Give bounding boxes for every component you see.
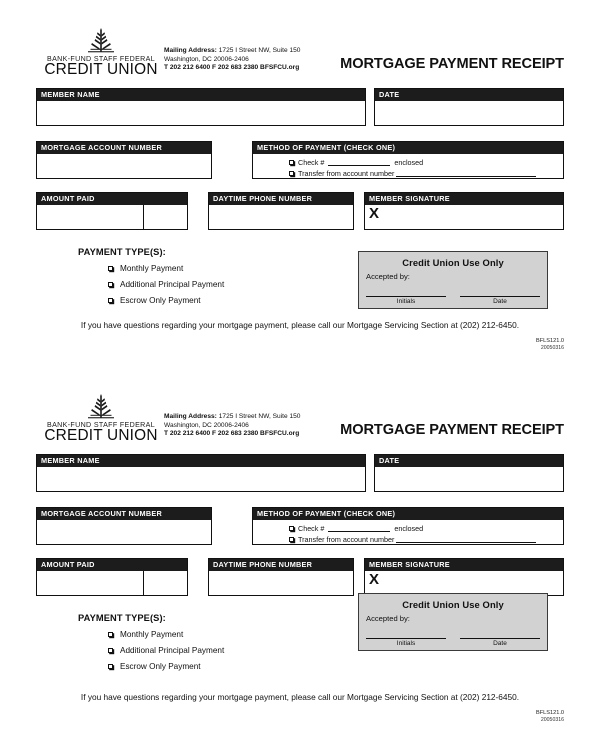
date-field[interactable]: [374, 454, 564, 492]
payment-type-additional-principal[interactable]: [108, 646, 224, 655]
daytime-phone-field[interactable]: [208, 558, 354, 596]
mortgage-account-number-input[interactable]: [37, 520, 211, 544]
amount-paid-input[interactable]: [37, 205, 187, 229]
date-signature-cell[interactable]: [460, 296, 540, 305]
payment-type-additional-principal-label: Additional Principal Payment: [120, 646, 225, 655]
method-of-payment-label: METHOD OF PAYMENT (CHECK ONE): [253, 142, 563, 154]
credit-union-use-only-panel: [358, 251, 548, 309]
date-label: Date: [493, 298, 507, 305]
credit-union-use-title: Credit Union Use Only: [402, 257, 504, 268]
brand-lockup: [42, 28, 160, 79]
address-label: Mailing Address:: [164, 47, 217, 54]
payment-type-monthly[interactable]: [108, 264, 224, 273]
checkbox-icon[interactable]: [108, 648, 113, 653]
method-option-check-label: Check #: [298, 524, 325, 533]
initials-signature-cell[interactable]: [366, 296, 446, 305]
member-signature-label: MEMBER SIGNATURE: [365, 559, 563, 571]
mailing-address: [164, 47, 300, 73]
method-of-payment-field: [252, 507, 564, 545]
check-number-input[interactable]: [328, 526, 390, 532]
amount-paid-label: AMOUNT PAID: [37, 193, 187, 205]
method-option-transfer-label: Transfer from account number: [298, 169, 395, 178]
brand-name-line2: CREDIT UNION: [44, 427, 158, 444]
payment-type-escrow-only-label: Escrow Only Payment: [120, 296, 201, 305]
phone-line: T 202 212 6400 F 202 683 2380 BFSFCU.org: [164, 64, 300, 72]
payment-type-additional-principal-label: Additional Principal Payment: [120, 280, 225, 289]
checkbox-icon[interactable]: [289, 526, 294, 531]
daytime-phone-field[interactable]: [208, 192, 354, 230]
method-option-transfer-label: Transfer from account number: [298, 535, 395, 544]
wheat-sheaf-logo-icon: [84, 394, 118, 420]
phone-line: T 202 212 6400 F 202 683 2380 BFSFCU.org: [164, 430, 300, 438]
amount-cents-divider: [143, 205, 144, 229]
form-header: [36, 28, 564, 86]
initials-label: Initials: [396, 298, 416, 305]
credit-union-use-title: Credit Union Use Only: [402, 599, 504, 610]
signature-x-mark: X: [369, 571, 380, 588]
method-of-payment-label: METHOD OF PAYMENT (CHECK ONE): [253, 508, 563, 520]
mortgage-account-number-field[interactable]: [36, 507, 212, 545]
payment-type-monthly-label: Monthly Payment: [120, 264, 184, 273]
date-signature-cell[interactable]: [460, 638, 540, 647]
method-option-check-suffix: enclosed: [394, 524, 424, 533]
address-label: Mailing Address:: [164, 413, 217, 420]
brand-name-line1: BANK-FUND STAFF FEDERAL: [46, 421, 156, 429]
payment-type-additional-principal[interactable]: [108, 280, 224, 289]
address-line1: 1725 I Street NW, Suite 150: [218, 47, 301, 54]
member-name-field[interactable]: [36, 88, 366, 126]
checkbox-icon[interactable]: [289, 160, 294, 165]
amount-paid-label: AMOUNT PAID: [37, 559, 187, 571]
wheat-sheaf-logo-icon: [84, 28, 118, 54]
date-input[interactable]: [375, 467, 563, 491]
check-number-input[interactable]: [328, 160, 390, 166]
method-option-transfer[interactable]: [253, 534, 563, 545]
transfer-account-input[interactable]: [396, 171, 536, 177]
mortgage-account-number-input[interactable]: [37, 154, 211, 178]
method-option-check[interactable]: [253, 157, 563, 168]
payment-types-title: PAYMENT TYPE(S):: [78, 613, 166, 623]
method-option-check-suffix: enclosed: [394, 158, 424, 167]
page-title: MORTGAGE PAYMENT RECEIPT: [340, 56, 564, 72]
daytime-phone-input[interactable]: [209, 205, 353, 229]
accepted-by-label: Accepted by:: [366, 614, 410, 623]
accepted-by-label: Accepted by:: [366, 272, 410, 281]
checkbox-icon[interactable]: [289, 537, 294, 542]
payment-type-escrow-only-label: Escrow Only Payment: [120, 662, 201, 671]
form-code-block: [536, 338, 564, 352]
daytime-phone-label: DAYTIME PHONE NUMBER: [209, 559, 353, 571]
daytime-phone-input[interactable]: [209, 571, 353, 595]
address-line1: 1725 I Street NW, Suite 150: [218, 413, 301, 420]
date-label: DATE: [375, 455, 563, 467]
form-code: BFLS121.0: [536, 710, 564, 716]
amount-paid-field[interactable]: [36, 192, 188, 230]
amount-paid-input[interactable]: [37, 571, 187, 595]
payment-type-escrow-only[interactable]: [108, 662, 224, 671]
form-code-block: [536, 710, 564, 724]
checkbox-icon[interactable]: [108, 632, 113, 637]
mortgage-account-number-field[interactable]: [36, 141, 212, 179]
brand-lockup: [42, 394, 160, 445]
checkbox-icon[interactable]: [108, 282, 113, 287]
method-option-check[interactable]: [253, 523, 563, 534]
credit-union-use-only-panel: [358, 593, 548, 651]
signature-x-mark: X: [369, 205, 380, 222]
checkbox-icon[interactable]: [108, 266, 113, 271]
brand-name-line2: CREDIT UNION: [44, 61, 158, 78]
checkbox-icon[interactable]: [108, 664, 113, 669]
mortgage-account-number-label: MORTGAGE ACCOUNT NUMBER: [37, 508, 211, 520]
member-name-input[interactable]: [37, 101, 365, 125]
member-signature-field[interactable]: [364, 558, 564, 596]
method-option-check-label: Check #: [298, 158, 325, 167]
member-name-label: MEMBER NAME: [37, 455, 365, 467]
checkbox-icon[interactable]: [289, 171, 294, 176]
payment-types-group: [78, 247, 224, 312]
amount-paid-field[interactable]: [36, 558, 188, 596]
date-input[interactable]: [375, 101, 563, 125]
page-title: MORTGAGE PAYMENT RECEIPT: [340, 422, 564, 438]
footer-note: If you have questions regarding your mortgage payment, please call our Mortgage Servicing Section at (202) 212-6450.: [80, 320, 520, 330]
member-signature-label: MEMBER SIGNATURE: [365, 193, 563, 205]
mailing-address: [164, 413, 300, 439]
footer-note: If you have questions regarding your mortgage payment, please call our Mortgage Servicing Section at (202) 212-6450.: [80, 692, 520, 702]
brand-name-line1: BANK-FUND STAFF FEDERAL: [46, 55, 156, 63]
method-of-payment-field: [252, 141, 564, 179]
transfer-account-input[interactable]: [396, 537, 536, 543]
receipt-form-copy-2: [0, 366, 600, 723]
payment-type-monthly-label: Monthly Payment: [120, 630, 184, 639]
initials-signature-cell[interactable]: [366, 638, 446, 647]
member-name-field[interactable]: [36, 454, 366, 492]
date-field[interactable]: [374, 88, 564, 126]
form-header: [36, 394, 564, 452]
form-code: BFLS121.0: [536, 338, 564, 344]
payment-type-monthly[interactable]: [108, 630, 224, 639]
receipt-form-copy-1: [0, 0, 600, 351]
amount-cents-divider: [143, 571, 144, 595]
address-line2: Washington, DC 20006-2406: [164, 55, 249, 63]
checkbox-icon[interactable]: [108, 298, 113, 303]
date-label: DATE: [375, 89, 563, 101]
address-line2: Washington, DC 20006-2406: [164, 421, 249, 429]
method-option-transfer[interactable]: [253, 168, 563, 179]
form-revision: 20050316: [540, 345, 564, 351]
member-signature-field[interactable]: [364, 192, 564, 230]
daytime-phone-label: DAYTIME PHONE NUMBER: [209, 193, 353, 205]
form-revision: 20050316: [540, 717, 564, 723]
payment-types-group: [78, 613, 224, 678]
member-name-input[interactable]: [37, 467, 365, 491]
member-name-label: MEMBER NAME: [37, 89, 365, 101]
payment-type-escrow-only[interactable]: [108, 296, 224, 305]
date-label: Date: [493, 640, 507, 647]
payment-types-title: PAYMENT TYPE(S):: [78, 247, 166, 257]
initials-label: Initials: [396, 640, 416, 647]
mortgage-account-number-label: MORTGAGE ACCOUNT NUMBER: [37, 142, 211, 154]
